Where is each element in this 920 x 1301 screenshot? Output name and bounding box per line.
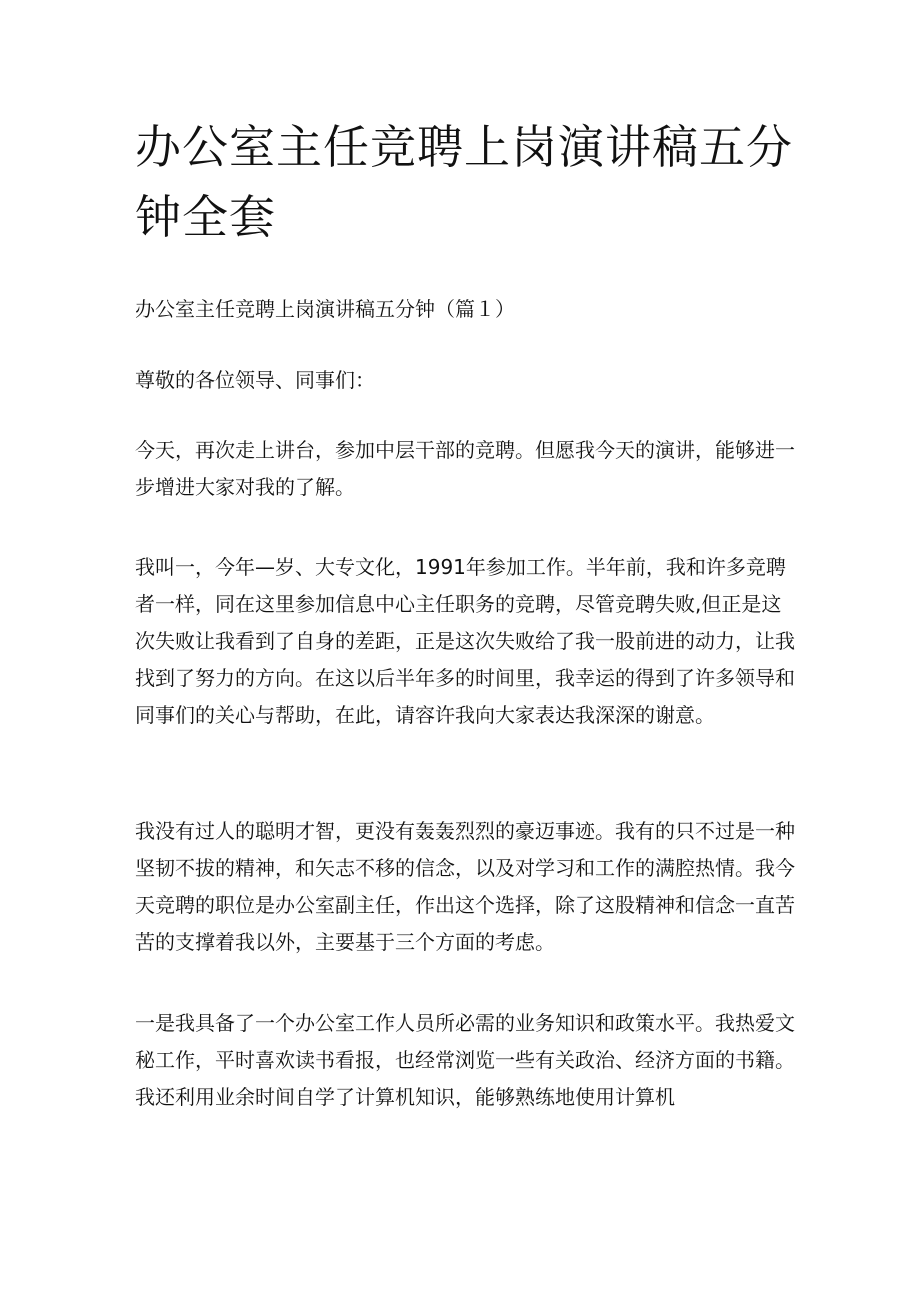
body-paragraph: 我没有过人的聪明才智，更没有轰轰烈烈的豪迈事迹。我有的只不过是一种坚韧不拔的精神，和矢志不移的信念，以及对学习和工作的满腔热情。我今天竞聘的职位是办公室副主任，作出这个选择，除了这股精神和信念一直苦苦的支撑着我以外，主要基于三个方面的考虑。 (135, 819, 795, 954)
body-paragraph: 我叫一，今年—岁、大专文化，1991年参加工作。半年前，我和许多竞聘者一样，同在这里参加信息中心主任职务的竞聘，尽管竞聘失败,但正是这次失败让我看到了自身的差距，正是这次失败给了我一股前进的动力，让我找到了努力的方向。在这以后半年多的时间里，我幸运的得到了许多领导和同事们的关心与帮助，在此，请容许我向大家表达我深深的谢意。 (135, 555, 795, 727)
body-paragraph: 一是我具备了一个办公室工作人员所必需的业务知识和政策水平。我热爱文秘工作，平时喜欢读书看报，也经常浏览一些有关政治、经济方面的书籍。我还利用业余时间自学了计算机知识，能够熟练地使用计算机 (135, 1011, 795, 1109)
greeting-paragraph: 尊敬的各位领导、同事们： (135, 368, 375, 392)
body-paragraph: 今天，再次走上讲台，参加中层干部的竞聘。但愿我今天的演讲，能够进一步增进大家对我的了解。 (135, 438, 795, 499)
document-title: 办公室主任竞聘上岗演讲稿五分钟全套 (135, 120, 793, 244)
section-heading: 办公室主任竞聘上岗演讲稿五分钟（篇１） (135, 297, 515, 321)
